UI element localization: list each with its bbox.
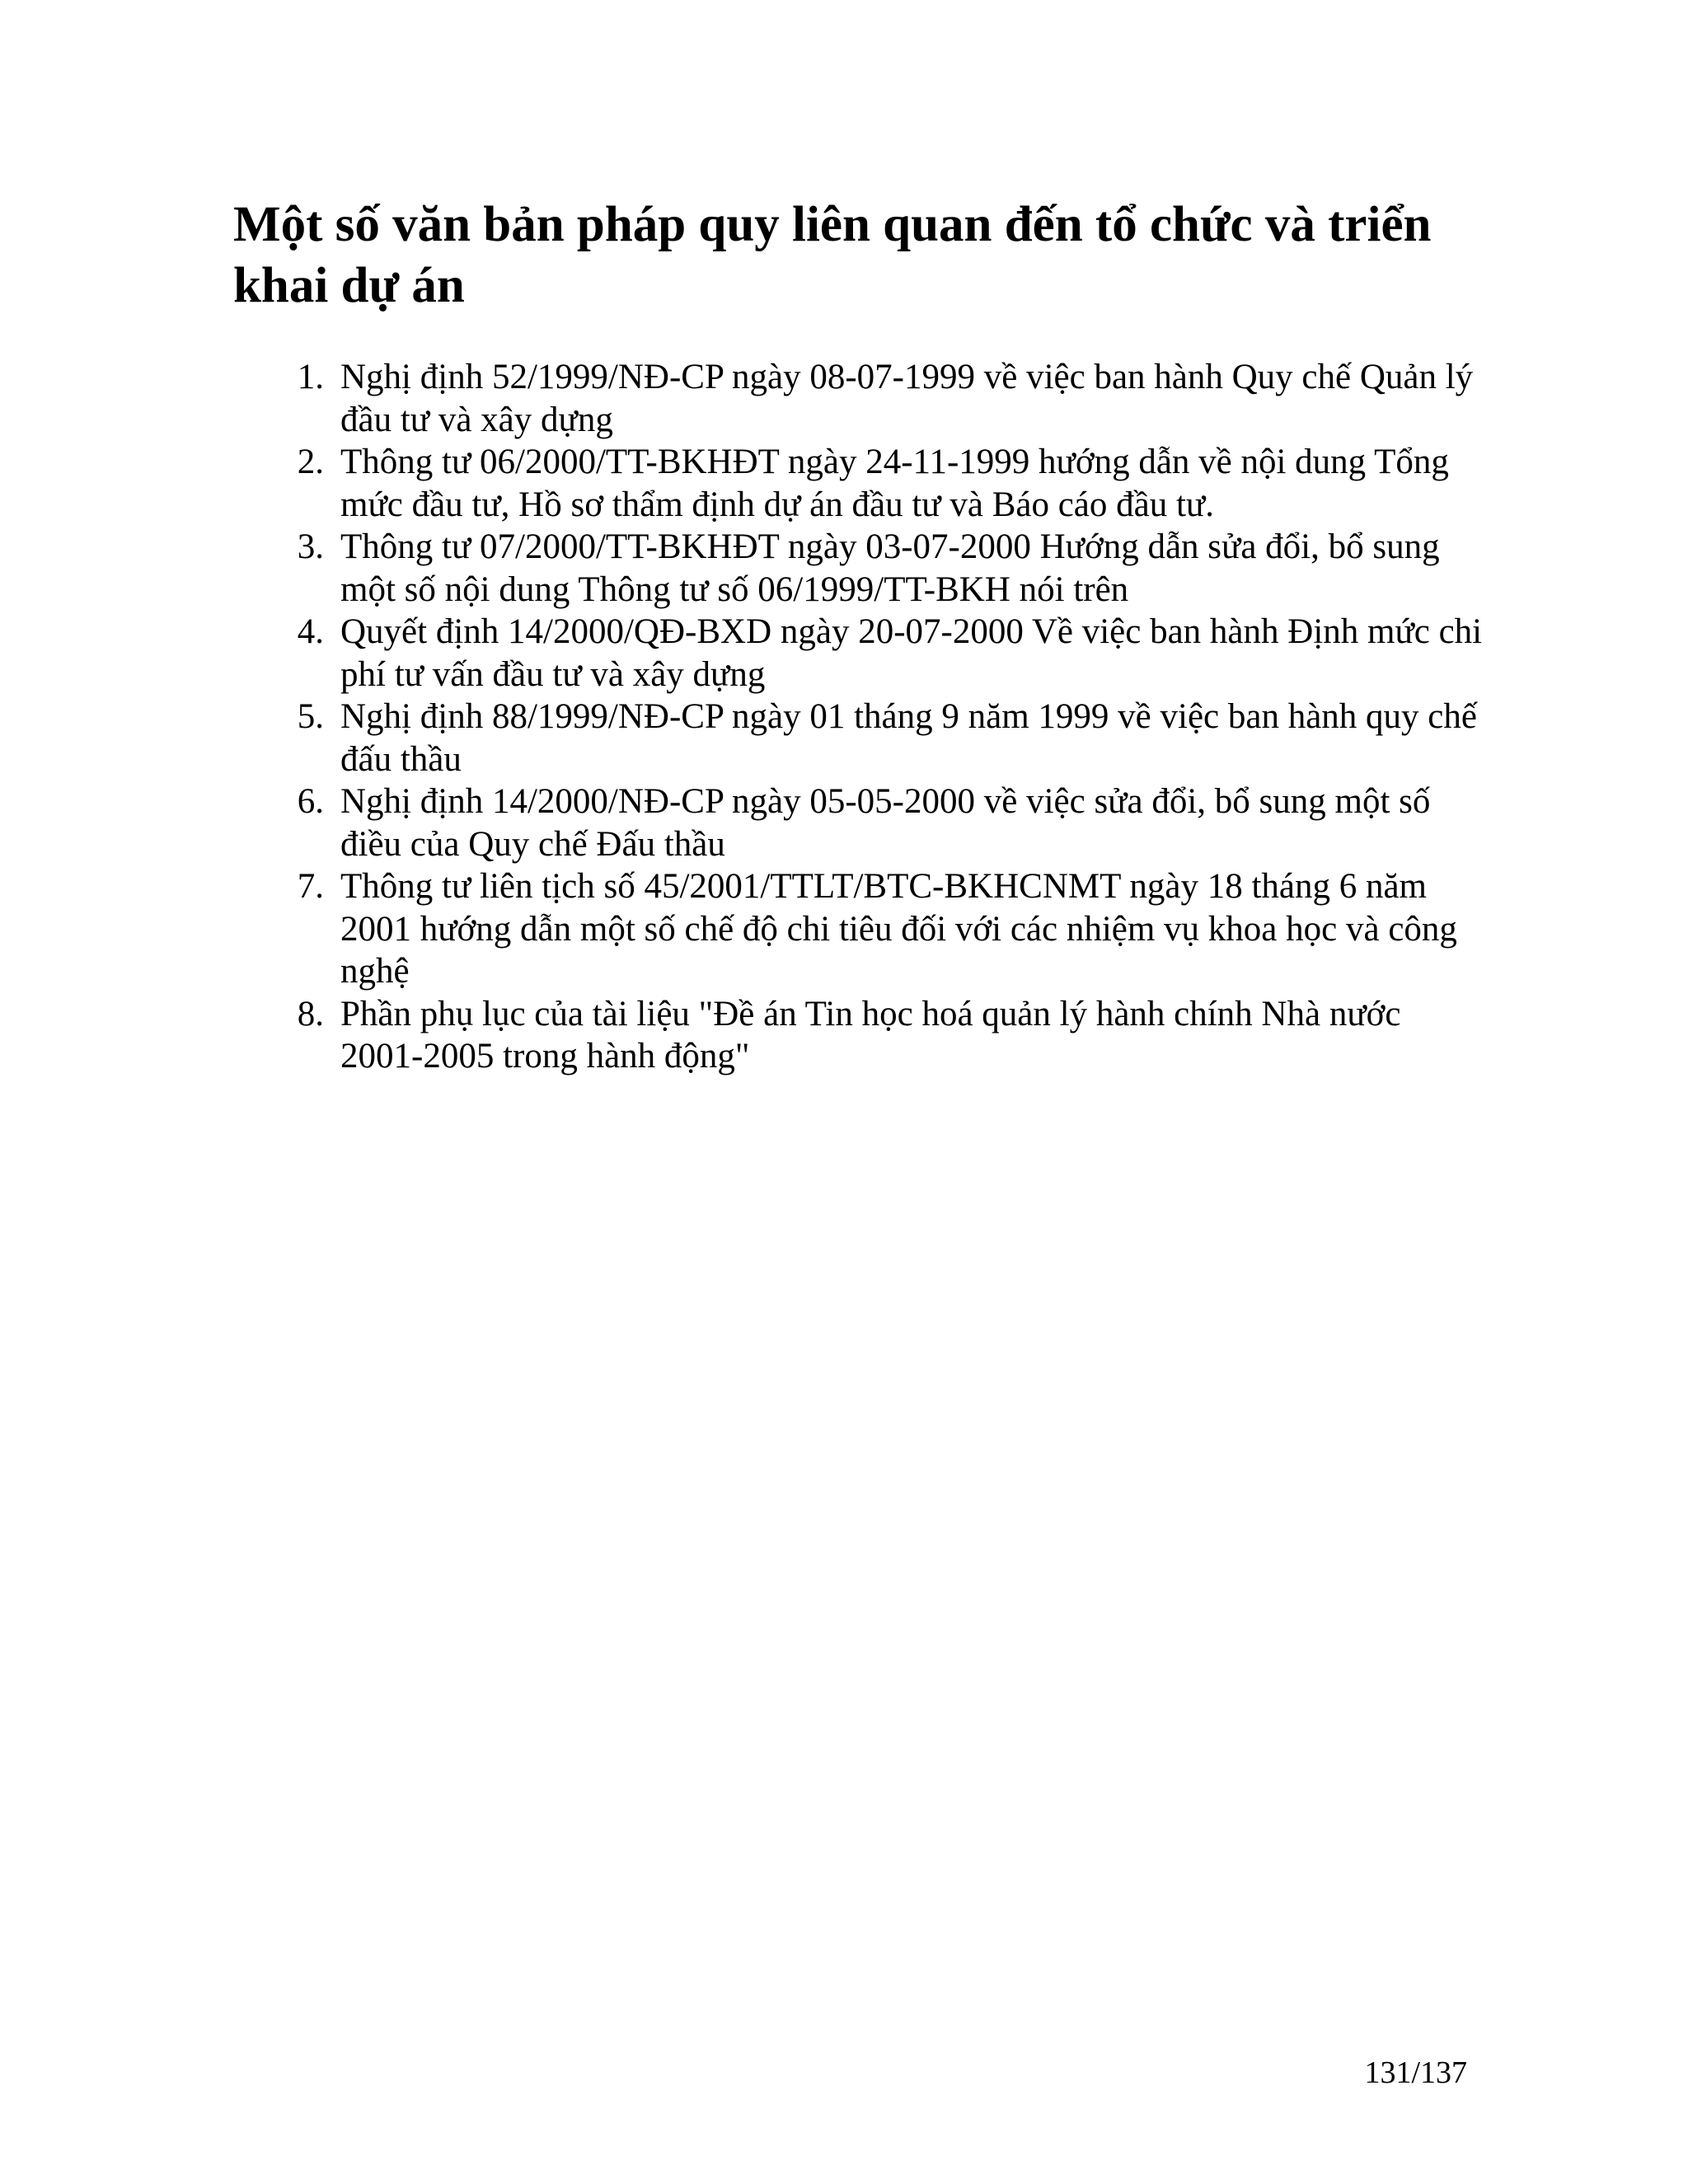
list-item-text: Thông tư 07/2000/TT-BKHĐT ngày 03-07-2000 Hướng dẫn sửa đổi, bổ sung một số nội dung Thông tư số 06/1999/TT-BKH nói trên (340, 527, 1440, 609)
regulation-list (280, 356, 1492, 1078)
list-item-text: Phần phụ lục của tài liệu "Đề án Tin học hoá quản lý hành chính Nhà nước 2001-2005 trong hành động" (340, 994, 1401, 1076)
list-item (280, 993, 1492, 1078)
list-item-number: 8. (297, 994, 324, 1033)
list-item-number: 1. (297, 358, 324, 396)
list-item (280, 611, 1492, 696)
page-title: Một số văn bản pháp quy liên quan đến tổ chức và triển khai dự án (233, 197, 1432, 313)
list-item (280, 526, 1492, 611)
list-item (280, 356, 1492, 441)
list-item-number: 3. (297, 527, 324, 566)
list-item-text: Nghị định 88/1999/NĐ-CP ngày 01 tháng 9 năm 1999 về việc ban hành quy chế đấu thầu (340, 697, 1477, 779)
list-item-number: 6. (297, 782, 324, 821)
list-item-text: Nghị định 14/2000/NĐ-CP ngày 05-05-2000 về việc sửa đổi, bổ sung một số điều của Quy chế Đấu thầu (340, 782, 1431, 864)
list-item (280, 441, 1492, 526)
list-item-text: Quyết định 14/2000/QĐ-BXD ngày 20-07-2000 Về việc ban hành Định mức chi phí tư vấn đầu tư và xây dựng (340, 612, 1483, 694)
list-item-text: Thông tư liên tịch số 45/2001/TTLT/BTC-BKHCNMT ngày 18 tháng 6 năm 2001 hướng dẫn một số chế độ chi tiêu đối với các nhiệm vụ khoa học và công nghệ (340, 867, 1457, 991)
list-item (280, 865, 1492, 993)
page-number: 131/137 (1364, 2055, 1467, 2090)
list-item-text: Nghị định 52/1999/NĐ-CP ngày 08-07-1999 về việc ban hành Quy chế Quản lý đầu tư và xây dựng (340, 358, 1474, 439)
list-item-number: 7. (297, 867, 324, 906)
list-item-number: 5. (297, 697, 324, 736)
list-item-number: 2. (297, 443, 324, 481)
list-item-number: 4. (297, 612, 324, 651)
list-item (280, 780, 1492, 865)
list-item (280, 696, 1492, 780)
list-item-text: Thông tư 06/2000/TT-BKHĐT ngày 24-11-1999 hướng dẫn về nội dung Tổng mức đầu tư, Hồ sơ thẩm định dự án đầu tư và Báo cáo đầu tư. (340, 443, 1449, 524)
